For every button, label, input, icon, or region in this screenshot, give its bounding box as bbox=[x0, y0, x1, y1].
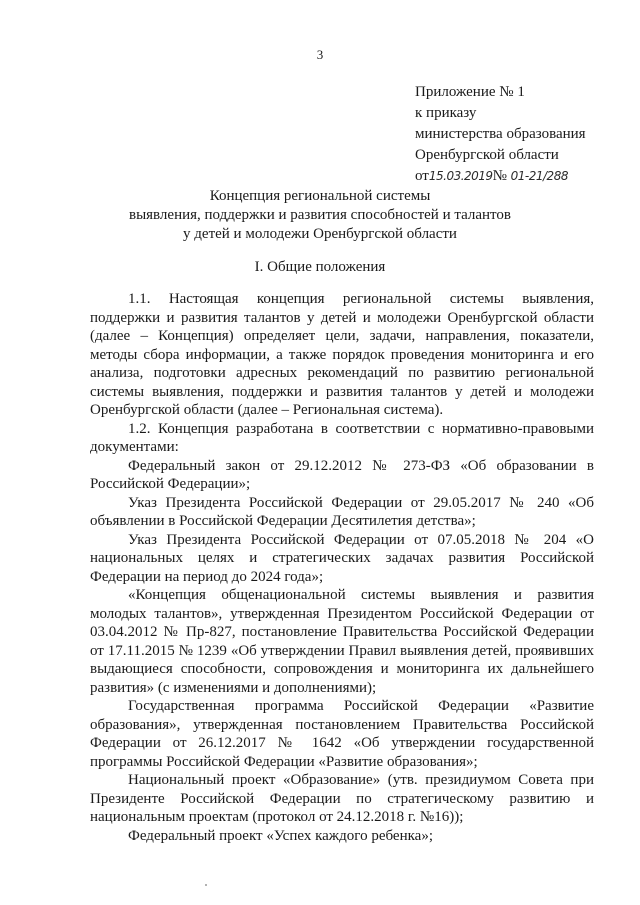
appendix-header bbox=[415, 82, 625, 187]
paragraph: 1.1. Настоящая концепция региональной системы выявления, поддержки и развития талантов у детей и молодежи Оренбургской области (далее – Концепция) определяет цели, задачи, направления, показатели, методы сбора информации, а также порядок проведения мониторинга и его анализа, подготовки адресных рекомендаций по развитию региональной системы выявления, поддержки и развития талантов у детей и молодежи Оренбургской области (далее – Региональная система). bbox=[90, 291, 594, 418]
appendix-date-line bbox=[415, 166, 625, 187]
paragraph: 1.2. Концепция разработана в соответствии с нормативно-правовыми документами: bbox=[90, 420, 594, 455]
paragraph: Федеральный закон от 29.12.2012 № 273-ФЗ «Об образовании в Российской Федерации»; bbox=[90, 457, 594, 492]
paragraph: «Концепция общенациональной системы выявления и развития молодых талантов», утвержденная Президентом Российской Федерации от 03.04.2012 № Пр-827, постановление Правительства Российской Федерации от 17.11.2015 № 1239 «Об утверждении Правил выявления детей, проявивших выдающиеся способности, сопровождения и мониторинга их дальнейшего развития» (с изменениями и дополнениями); bbox=[90, 587, 594, 696]
appendix-line: Приложение № 1 bbox=[415, 84, 525, 100]
title-line: Концепция региональной системы bbox=[209, 188, 431, 204]
paragraph: Федеральный проект «Успех каждого ребенка»; bbox=[128, 827, 433, 844]
section-heading: I. Общие положения bbox=[254, 259, 386, 275]
paragraph: Государственная программа Российской Федерации «Развитие образования», утвержденная постановлением Правительства Российской Федерации от 26.12.2017 № 1642 «Об утверждении государственной программы Российской Федерации «Развитие образования»; bbox=[90, 698, 594, 770]
body-text bbox=[90, 290, 594, 845]
handwritten-number: 01-21/288 bbox=[510, 169, 568, 183]
title-line: выявления, поддержки и развития способностей и талантов bbox=[128, 207, 511, 223]
scan-artifact bbox=[205, 884, 207, 886]
appendix-line: к приказу bbox=[415, 105, 477, 121]
paragraph: Указ Президента Российской Федерации от 07.05.2018 № 204 «О национальных целях и стратегических задачах развития Российской Федерации на период до 2024 года»; bbox=[90, 531, 594, 585]
appendix-line: министерства образования bbox=[415, 126, 586, 142]
title-line: у детей и молодежи Оренбургской области bbox=[183, 226, 457, 242]
document-title bbox=[0, 187, 640, 244]
handwritten-date: 15.03.2019 bbox=[428, 169, 493, 183]
date-prefix: от bbox=[415, 168, 429, 184]
page-number: 3 bbox=[316, 47, 324, 62]
appendix-line: Оренбургской области bbox=[415, 147, 559, 163]
paragraph: Указ Президента Российской Федерации от 29.05.2017 № 240 «Об объявлении в Российской Федерации Десятилетия детства»; bbox=[90, 494, 594, 529]
number-prefix: № bbox=[492, 168, 507, 184]
paragraph: Национальный проект «Образование» (утв. президиумом Совета при Президенте Российской Федерации по стратегическому развитию и национальным проектам (протокол от 24.12.2018 г. №16)); bbox=[90, 772, 594, 825]
